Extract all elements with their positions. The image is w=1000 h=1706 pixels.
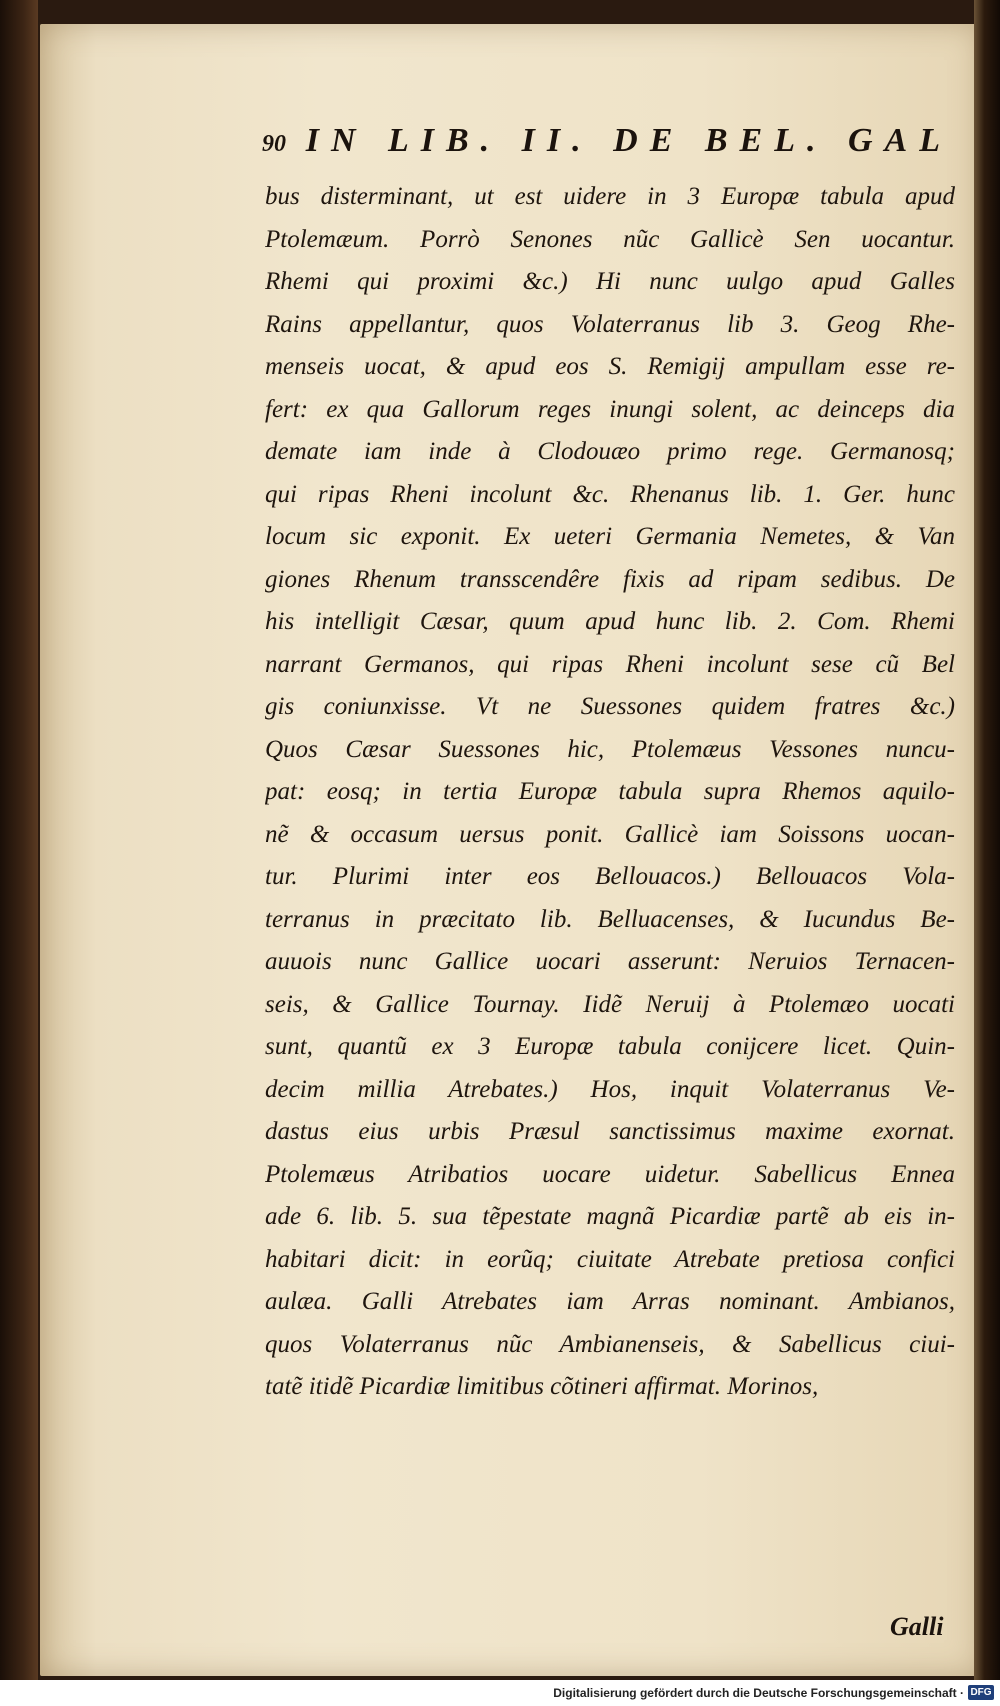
text-line: tur. Plurimi inter eos Bellouacos.) Bellouacos Vola-: [265, 863, 955, 890]
text-line: Quos Cæsar Suessones hic, Ptolemæus Vessones nuncu-: [265, 735, 955, 763]
text-line: giones Rhenum transscendêre fixis ad ripam sedibus. De: [265, 565, 955, 593]
text-line: tatẽ itidẽ Picardiæ limitibus cõtineri affirmat. Morinos,: [265, 1373, 819, 1400]
text-line: gis coniunxisse. Vt ne Suessones quidem fratres &c.): [265, 693, 955, 720]
text-line: quos Volaterranus nũc Ambianenseis, & Sabellicus ciui-: [265, 1330, 955, 1358]
text-line: pat: eosq; in tertia Europæ tabula supra Rhemos aquilo-: [265, 778, 955, 805]
text-line: nẽ & occasum uersus ponit. Gallicè iam Soissons uocan-: [265, 820, 955, 848]
text-line: dastus eius urbis Præsul sanctissimus maxime exornat.: [265, 1118, 955, 1145]
text-line: Rains appellantur, quos Volaterranus lib 3. Geog Rhe-: [265, 310, 955, 338]
footer-bar: [0, 1680, 1000, 1706]
text-line: sunt, quantũ ex 3 Europæ tabula conijcere licet. Quin-: [265, 1033, 955, 1060]
text-line: locum sic exponit. Ex ueteri Germania Nemetes, & Van: [265, 523, 955, 550]
dfg-logo: DFG: [968, 1685, 994, 1700]
text-line: bus disterminant, ut est uidere in 3 Europæ tabula apud: [265, 183, 955, 210]
text-line: his intelligit Cæsar, quum apud hunc lib. 2. Com. Rhemi: [265, 608, 955, 635]
book-page: [40, 24, 980, 1676]
text-line: fert: ex qua Gallorum reges inungi solent, ac deinceps dia: [265, 395, 955, 423]
book-binding-edge: [0, 0, 38, 1680]
running-title: IN LIB. II. DE BEL. GAL: [305, 122, 952, 159]
text-line: habitari dicit: in eorũq; ciuitate Atrebate pretiosa confici: [265, 1245, 955, 1273]
page-fore-edge: [974, 0, 1000, 1680]
text-line: decim millia Atrebates.) Hos, inquit Volaterranus Ve-: [265, 1075, 955, 1103]
page-number: 90: [262, 131, 286, 157]
text-line: narrant Germanos, qui ripas Rheni incolunt sese cũ Bel: [265, 650, 955, 678]
text-line: qui ripas Rheni incolunt &c. Rhenanus lib. 1. Ger. hunc: [265, 480, 955, 508]
text-line: Rhemi qui proximi &c.) Hi nunc uulgo apud Galles: [265, 268, 955, 295]
text-line: demate iam inde à Clodouæo primo rege. Germanosq;: [265, 438, 955, 465]
text-line: menseis uocat, & apud eos S. Remigij ampullam esse re-: [265, 353, 955, 380]
text-line: auuois nunc Gallice uocari asserunt: Neruios Ternacen-: [265, 948, 955, 975]
text-line: aulæa. Galli Atrebates iam Arras nominant. Ambianos,: [265, 1288, 955, 1315]
text-line: ade 6. lib. 5. sua tẽpestate magnã Picardiæ partẽ ab eis in-: [265, 1203, 955, 1230]
body-text: [265, 176, 955, 1409]
text-line: terranus in præcitato lib. Belluacenses, & Iucundus Be-: [265, 905, 955, 933]
text-line: Ptolemæum. Porrò Senones nũc Gallicè Sen uocantur.: [265, 225, 955, 253]
catchword: Galli: [890, 1612, 944, 1641]
text-line: Ptolemæus Atribatios uocare uidetur. Sabellicus Ennea: [265, 1160, 955, 1188]
text-line: seis, & Gallice Tournay. Iidẽ Neruij à Ptolemæo uocati: [265, 990, 955, 1018]
running-head: [262, 122, 952, 160]
funding-credit: Digitalisierung gefördert durch die Deutsche Forschungsgemeinschaft ·: [553, 1686, 964, 1700]
